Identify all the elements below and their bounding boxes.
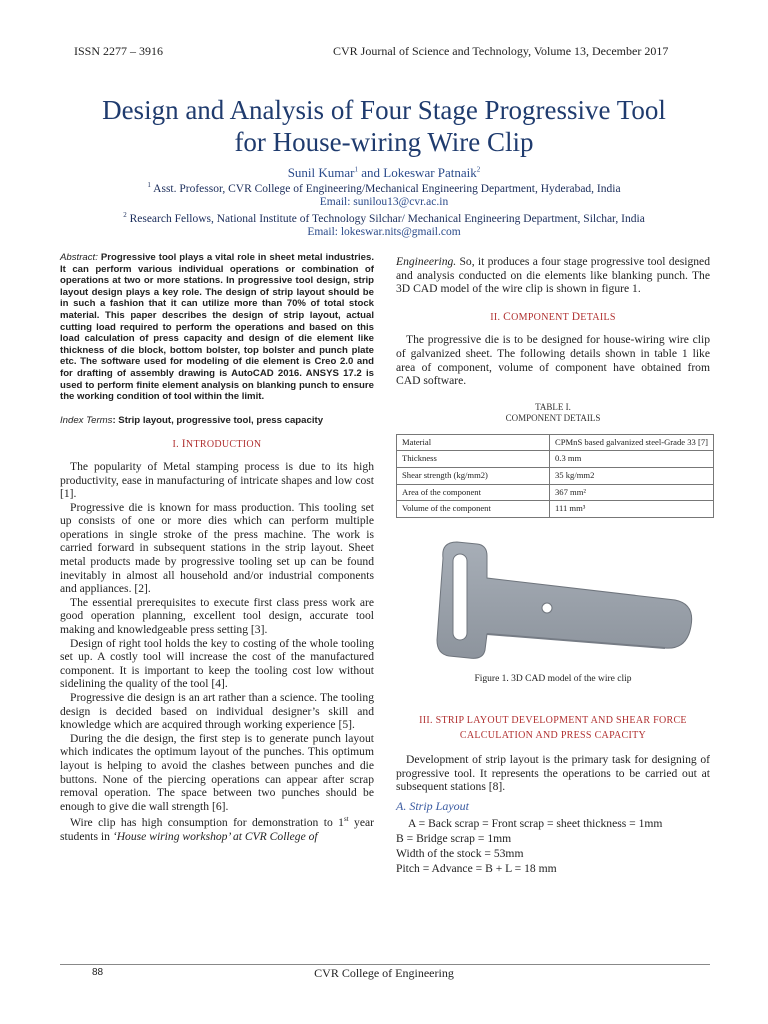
component-table <box>396 434 714 518</box>
table-row: Shear strength (kg/mm2) 35 kg/mm2 <box>397 467 714 484</box>
paper-title <box>30 94 738 158</box>
authors: Sunil Kumar$^1$ and Lokeswar Patnaik$^2$ <box>287 165 481 180</box>
title-line-1: Design and Analysis of Four Stage Progressive Tool <box>102 95 666 125</box>
table-row: Volume of the component 111 mm³ <box>397 501 714 518</box>
affiliation-1: $^1$ Asst. Professor, CVR College of Engineering/Mechanical Engineering Department, Hyderabad, India <box>147 181 621 195</box>
left-column <box>60 252 374 843</box>
section-heading-component-details: II. COMPONENT DETAILS <box>490 310 616 323</box>
intro-paragraph: Progressive die is known for mass production. This tooling set up consists of one or more dies which can perform multiple operations in single stroke of the press machine. The work is carried forward in subsequent stations in the strip layout. Sheet metal products made by progressive tooling set up can be found inevitably in almost all household and/or industrial components and appliances. [2]. <box>60 500 374 596</box>
table-row: Material CPMnS based galvanized steel-Grade 33 [7] <box>397 434 714 451</box>
intro-paragraph: Progressive die design is an art rather than a science. The tooling design is decided based on individual designer’s skill and knowledge which are acquired through working experience [5]. <box>60 691 374 732</box>
issn: ISSN 2277 – 3916 <box>74 44 164 58</box>
table-row: Area of the component 367 mm² <box>397 484 714 501</box>
intro-paragraph: Wire clip has high consumption for demonstration to 1st year students in ‘House wiring workshop’ at CVR College of <box>60 815 374 843</box>
page-number: 88 <box>92 967 104 978</box>
table-caption-title: COMPONENT DETAILS <box>505 412 601 423</box>
affiliation-2: $^2$ Research Fellows, National Institute of Technology Silchar/ Mechanical Engineering Department, Silchar, India <box>123 211 645 225</box>
figure-caption: Figure 1. 3D CAD model of the wire clip <box>474 674 632 685</box>
table-row: Thickness 0.3 mm <box>397 451 714 468</box>
strip-layout-paragraph: Development of strip layout is the primary task for designing of progressive tool. It represents the operations to be carried out at subsequent stations [8]. <box>396 752 710 794</box>
email-1: Email: sunilou13@cvr.ac.in <box>319 196 449 208</box>
section-heading-strip-layout: III. STRIP LAYOUT DEVELOPMENT AND SHEAR FORCE CALCULATION AND PRESS CAPACITY <box>419 714 687 741</box>
index-terms: Index Terms: Strip layout, progressive tool, press capacity <box>60 414 324 426</box>
equation: Pitch = Advance = B + L = 18 mm <box>396 862 557 876</box>
intro-paragraph: The popularity of Metal stamping process is due to its high productivity, ease in manufacturing of intricate shapes and low cost [1]. <box>60 459 374 501</box>
equation: Width of the stock = 53mm <box>396 847 524 861</box>
footer-text: CVR College of Engineering <box>314 966 454 980</box>
figure-wire-clip <box>396 530 710 672</box>
intro-paragraph: The essential prerequisites to execute first class press work are good operation planning, excellent tool design, accurate tool making and knowledgeable press setting [3]. <box>60 595 374 637</box>
author-1: Sunil Kumar <box>287 165 355 180</box>
journal-header: CVR Journal of Science and Technology, Volume 13, December 2017 <box>333 44 669 58</box>
wire-clip-model-image <box>403 530 703 668</box>
component-paragraph: The progressive die is to be designed for house-wiring wire clip of galvanized sheet. The following details shown in table 1 like area of component, volume of component have obtained from CAD software. <box>396 333 710 388</box>
section-heading-introduction: I. INTRODUCTION <box>172 438 262 451</box>
table-caption-number: TABLE I. <box>535 401 571 412</box>
right-column <box>396 255 710 876</box>
footer-rule <box>60 964 710 965</box>
abstract: Abstract: Progressive tool plays a vital role in sheet metal industries. It can perform various individual operations or combination of operations at two or more stations. In progressive tool design, strip layout design plays a key role. The design of strip layout should be in such a fashion that it can utilize more than 70% of total stock material. This paper describes the design of strip layout, actual cutting load required to perform the operations and based on this load calculation of press capacity and design of die element like thickness of die block, bottom bolster, top bolster and punch plate etc. The software used for modeling of die element is Creo 2.0 and for drafting of assembly drawing is AutoCAD 2016. ANSYS 17.2 is used to perform finite element analysis on blanking punch to ensure the working condition of tool within the limit. <box>60 252 374 403</box>
continued-paragraph: Engineering. So, it produces a four stage progressive tool designed and analysis conducted on die elements like blanking punch. The 3D CAD model of the wire clip is shown in figure 1. <box>396 255 710 296</box>
intro-paragraph: During the die design, the first step is to generate punch layout which indicates the optimum layout of the punches. This optimum layout is helping to avoid the clashes between punches and die buttons. None of the piercing operations can appear after scrap removal operation. The space between two punches should be enough to give die wall strength [6]. <box>60 731 374 813</box>
intro-paragraph: Design of right tool holds the key to costing of the whole tooling set up. A costly tool will increase the cost of the manufactured component. It is important to keep the tooling cost low without sidelining the quality of the tool [4]. <box>60 636 374 691</box>
subsection-strip-layout: A. Strip Layout <box>396 798 470 813</box>
email-2: Email: lokeswar.nits@gmail.com <box>307 226 461 238</box>
equation: B = Bridge scrap = 1mm <box>396 832 512 846</box>
title-line-2: for House-wiring Wire Clip <box>234 127 534 157</box>
author-2: Lokeswar Patnaik <box>383 165 477 180</box>
equation: A = Back scrap = Front scrap = sheet thickness = 1mm <box>408 817 663 831</box>
